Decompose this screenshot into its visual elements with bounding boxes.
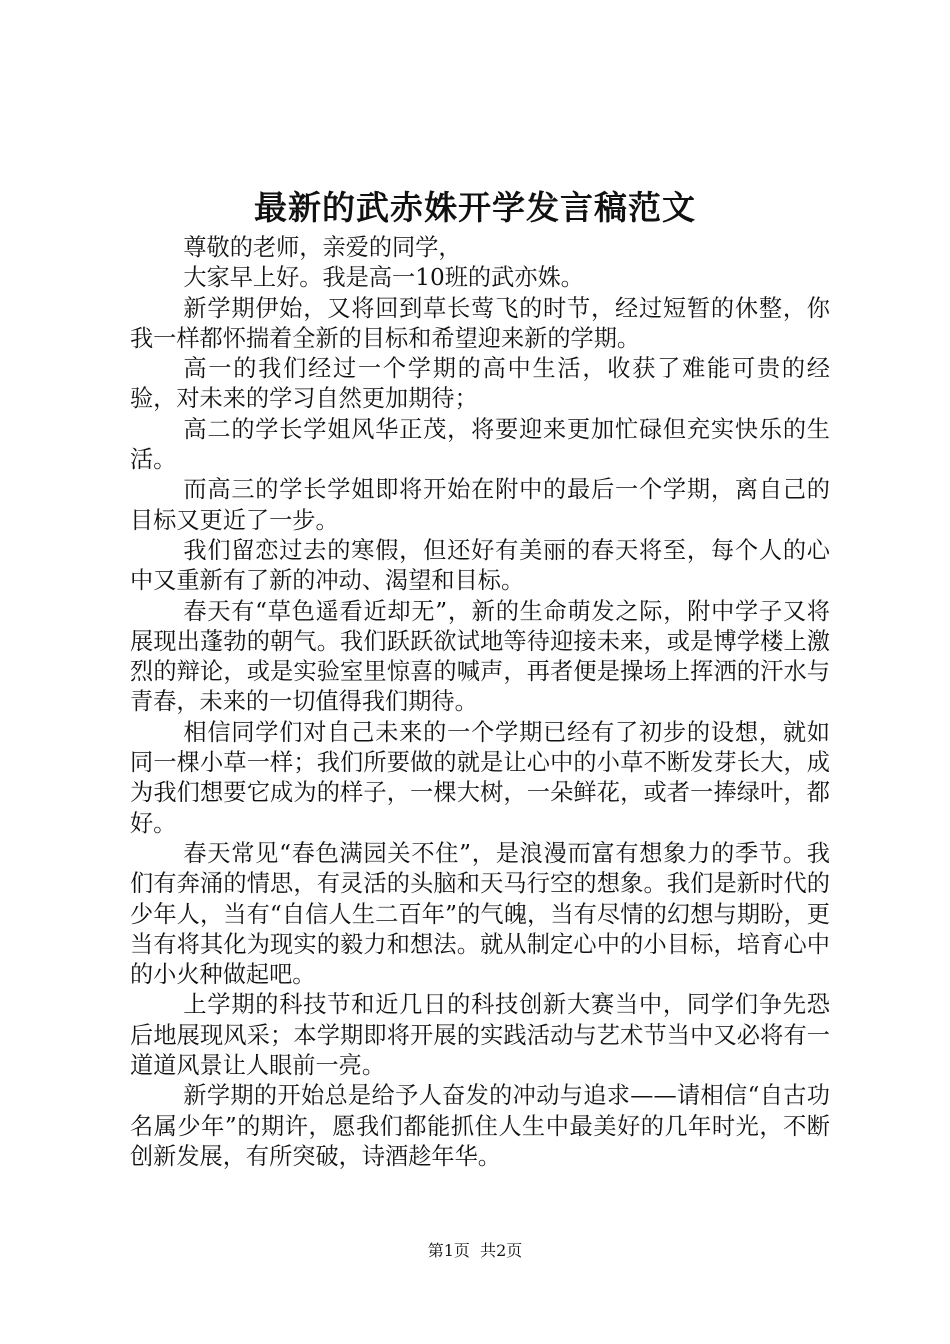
- paragraph: 高一的我们经过一个学期的高中生活，收获了难能可贵的经验，对未来的学习自然更加期待；: [130, 355, 830, 413]
- paragraph: 春天有“草色遥看近却无”，新的生命萌发之际，附中学子又将展现出蓬勃的朝气。我们跃跃欲试地等待迎接未来，或是博学楼上激烈的辩论，或是实验室里惊喜的喊声，再者便是操场上挥洒的汗水与青春，未来的一切值得我们期待。: [130, 597, 830, 716]
- document-body: [130, 233, 830, 1172]
- document-title: 最新的武赤姝开学发言稿范文: [254, 188, 696, 227]
- page-number: 第1页: [427, 1241, 470, 1260]
- paragraph: 新学期伊始，又将回到草长莺飞的时节，经过短暂的休整，你我一样都怀揣着全新的目标和希望迎来新的学期。: [130, 294, 830, 352]
- paragraph: 相信同学们对自己未来的一个学期已经有了初步的设想，就如同一棵小草一样；我们所要做的就是让心中的小草不断发芽长大，成为我们想要它成为的样子，一棵大树，一朵鲜花，或者一捧绿叶，都好。: [130, 718, 830, 837]
- paragraph: 我们留恋过去的寒假，但还好有美丽的春天将至，每个人的心中又重新有了新的冲动、渴望和目标。: [130, 536, 830, 595]
- paragraph: 新学期的开始总是给予人奋发的冲动与追求——请相信“自古功名属少年”的期许，愿我们都能抓住人生中最美好的几年时光，不断创新发展，有所突破，诗酒趁年华。: [130, 1082, 830, 1170]
- page-total: 共2页: [480, 1241, 523, 1260]
- paragraph: 而高三的学长学姐即将开始在附中的最后一个学期，离自己的目标又更近了一步。: [130, 476, 830, 534]
- page-footer: [0, 1240, 950, 1262]
- paragraph: 大家早上好。我是高一10班的武亦姝。: [183, 264, 584, 292]
- paragraph: 高二的学长学姐风华正茂，将要迎来更加忙碌但充实快乐的生活。: [130, 415, 830, 474]
- paragraph: 上学期的科技节和近几日的科技创新大赛当中，同学们争先恐后地展现风采；本学期即将开展的实践活动与艺术节当中又必将有一道道风景让人眼前一亮。: [130, 991, 830, 1080]
- paragraph: 春天常见“春色满园关不住”，是浪漫而富有想象力的季节。我们有奔涌的情思，有灵活的头脑和天马行空的想象。我们是新时代的少年人，当有“自信人生二百年”的气魄，当有尽情的幻想与期盼，更当有将其化为现实的毅力和想法。就从制定心中的小目标，培育心中的小火种做起吧。: [130, 839, 830, 989]
- paragraph: 尊敬的老师，亲爱的同学，: [183, 234, 462, 261]
